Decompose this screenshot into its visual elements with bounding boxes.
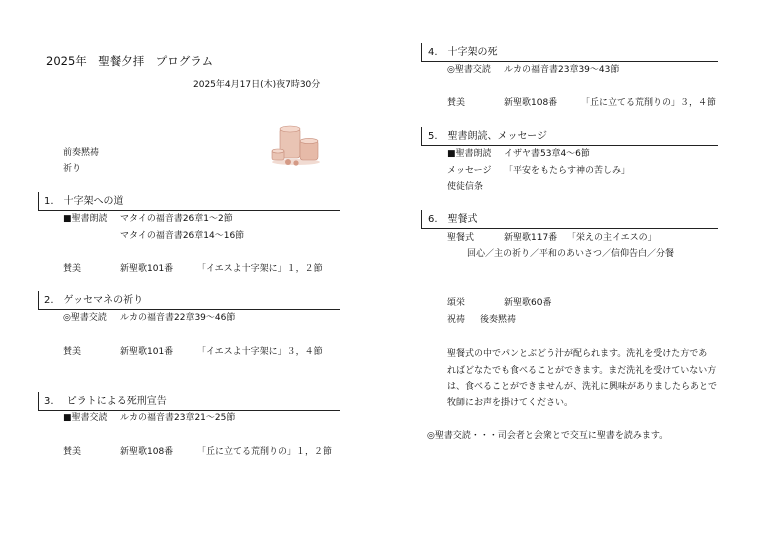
section-1-hymn-title: 「イエスよ十字架に」１，２節 xyxy=(197,264,323,274)
section-3-rule xyxy=(38,410,340,411)
section-6-label: 聖餐式 xyxy=(447,233,475,243)
section-6-hymn-number: 新聖歌117番 xyxy=(504,233,558,243)
section-4-reading-label: ◎聖書交読 xyxy=(447,65,491,75)
section-2-tick xyxy=(38,291,39,309)
section-4-hymn-number: 新聖歌108番 xyxy=(504,98,558,108)
section-4-hymn-label: 賛美 xyxy=(447,98,466,108)
section-1-hymn-number: 新聖歌101番 xyxy=(120,264,174,274)
section-5-message-title: 「平安をもたらす神の苦しみ」 xyxy=(504,166,631,176)
section-5-message-label: メッセージ xyxy=(447,166,492,176)
section-2-hymn-number: 新聖歌101番 xyxy=(120,347,174,357)
section-1-hymn-label: 賛美 xyxy=(63,264,82,274)
page-title: 2025年 聖餐夕拝 プログラム xyxy=(46,54,214,68)
candles-icon xyxy=(268,124,324,166)
section-3-reading-1: ルカの福音書23章21～25節 xyxy=(120,413,236,423)
note-line-1: 聖餐式の中でパンとぶどう汁が配られます。洗礼を受けた方であ xyxy=(447,349,708,359)
section-5-tick xyxy=(421,127,422,145)
section-5-reading-label: ■聖書朗読 xyxy=(447,149,492,159)
doxology-hymn: 新聖歌60番 xyxy=(504,298,552,308)
section-2-heading: 2. ゲッセマネの祈り xyxy=(44,295,144,306)
doxology-label: 頌栄 xyxy=(447,298,466,308)
section-5-reading-1: イザヤ書53章4～6節 xyxy=(504,149,590,159)
section-2-rule xyxy=(38,309,340,310)
section-6-tick xyxy=(421,210,422,228)
section-3-hymn-title: 「丘に立てる荒削りの」１，２節 xyxy=(197,447,333,457)
section-5-creed: 使徒信条 xyxy=(447,182,484,192)
section-5-rule xyxy=(421,145,718,146)
section-1-reading-2: マタイの福音書26章14～16節 xyxy=(120,231,245,241)
section-3-heading: 3. ピラトによる死刑宣告 xyxy=(44,396,167,407)
section-6-rule xyxy=(421,228,718,229)
postlude: 後奏黙祷 xyxy=(480,315,517,325)
section-6-heading: 6. 聖餐式 xyxy=(428,214,478,225)
section-4-rule xyxy=(421,61,718,62)
section-1-heading: 1. 十字架への道 xyxy=(44,196,124,207)
section-1-tick xyxy=(38,192,39,210)
opening-prayer: 祈り xyxy=(63,164,82,174)
section-1-reading-label: ■聖書朗読 xyxy=(63,214,108,224)
note-line-3: は、食べることができませんが、洗礼に興味がありましたらあとで xyxy=(447,382,718,392)
section-2-hymn-title: 「イエスよ十字架に」３，４節 xyxy=(197,347,323,357)
section-3-hymn-number: 新聖歌108番 xyxy=(120,447,174,457)
section-2-reading-label: ◎聖書交読 xyxy=(63,313,107,323)
section-2-hymn-label: 賛美 xyxy=(63,347,82,357)
section-1-reading-1: マタイの福音書26章1～2節 xyxy=(120,214,233,224)
section-6-order: 回心／主の祈り／平和のあいさつ／信仰告白／分餐 xyxy=(467,249,675,259)
section-6-hymn-title: 「栄えの主イエスの」 xyxy=(567,233,657,243)
section-4-hymn-title: 「丘に立てる荒削りの」３，４節 xyxy=(581,98,717,108)
section-4-reading-1: ルカの福音書23章39～43節 xyxy=(504,65,620,75)
note-line-2: ればどなたでも食べることができます。まだ洗礼を受けていない方 xyxy=(447,366,717,376)
opening-prelude: 前奏黙祷 xyxy=(63,148,100,158)
section-3-hymn-label: 賛美 xyxy=(63,447,82,457)
service-date: 2025年4月17日(木)夜7時30分 xyxy=(193,80,321,90)
section-2-reading-1: ルカの福音書22章39～46節 xyxy=(120,313,236,323)
note-line-4: 牧師にお声を掛けてください。 xyxy=(447,398,574,408)
section-5-heading: 5. 聖書朗読、メッセージ xyxy=(428,131,547,142)
section-1-rule xyxy=(38,210,340,211)
section-4-tick xyxy=(421,43,422,61)
benediction-label: 祝祷 xyxy=(447,315,466,325)
section-4-heading: 4. 十字架の死 xyxy=(428,47,498,58)
section-3-tick xyxy=(38,392,39,410)
footnote: ◎聖書交読・・・司会者と会衆とで交互に聖書を読みます。 xyxy=(427,431,669,441)
section-3-reading-label: ■聖書交読 xyxy=(63,413,108,423)
